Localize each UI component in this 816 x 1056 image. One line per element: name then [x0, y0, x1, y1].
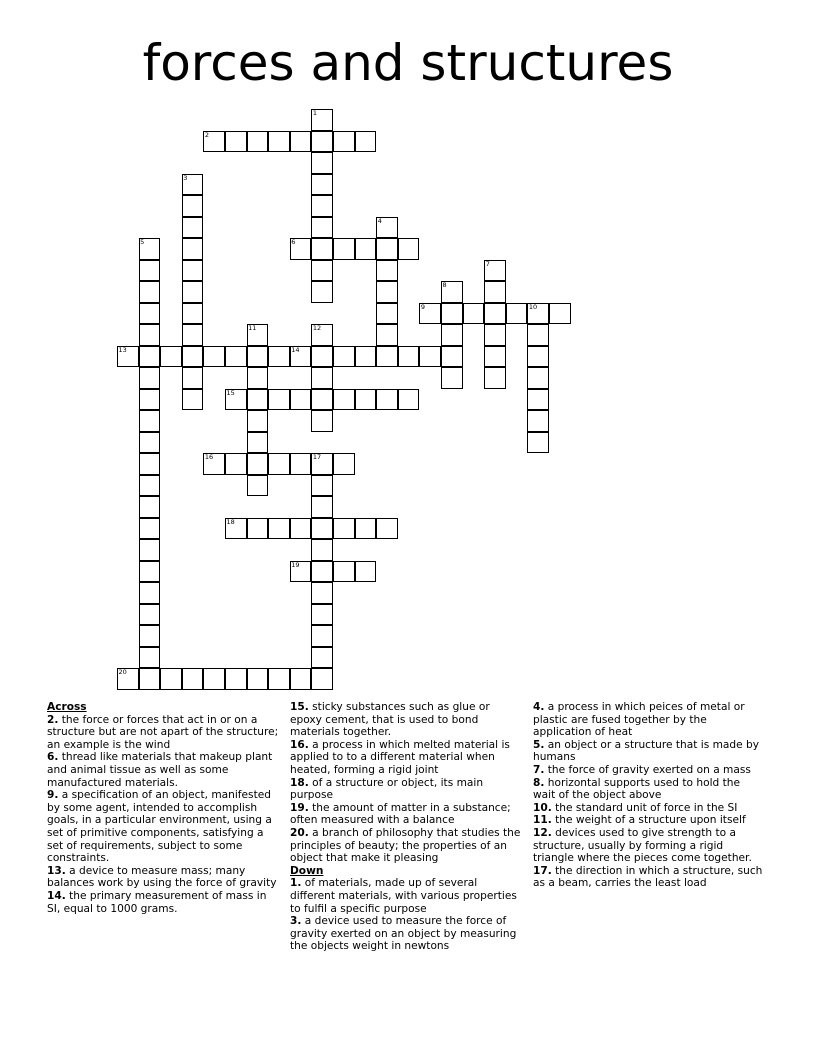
- grid-cell[interactable]: [290, 389, 312, 411]
- grid-cell[interactable]: [333, 346, 355, 368]
- grid-cell[interactable]: [333, 131, 355, 153]
- grid-cell[interactable]: [182, 281, 204, 303]
- grid-cell[interactable]: [203, 346, 225, 368]
- clue-number-label: 17.: [533, 864, 552, 877]
- grid-cell[interactable]: [182, 303, 204, 325]
- grid-cell[interactable]: [398, 346, 420, 368]
- clue-text: sticky substances such as glue or epoxy cement, that is used to bond materials together.: [290, 701, 490, 739]
- grid-cell[interactable]: [182, 389, 204, 411]
- grid-cell[interactable]: [311, 561, 333, 583]
- grid-cell[interactable]: [376, 260, 398, 282]
- clue-number: 3: [183, 173, 188, 182]
- clue: [47, 789, 279, 865]
- grid-cell[interactable]: [441, 324, 463, 346]
- clue: [47, 890, 279, 915]
- grid-cell[interactable]: [355, 518, 377, 540]
- clue-number-label: 7.: [533, 763, 545, 776]
- clue-number: 6: [291, 238, 296, 246]
- clue-text: horizontal supports used to hold the wait of the object above: [533, 776, 741, 802]
- clue-number: 19: [291, 560, 300, 569]
- clue-number-label: 15.: [290, 701, 309, 713]
- grid-cell[interactable]: [225, 668, 247, 690]
- clue: [533, 827, 765, 865]
- grid-cell[interactable]: [311, 668, 333, 690]
- grid-cell[interactable]: [333, 453, 355, 475]
- clue-text: the amount of matter in a substance; often measured with a balance: [290, 801, 511, 827]
- grid-cell[interactable]: [419, 346, 441, 368]
- grid-cell[interactable]: [247, 518, 269, 540]
- grid-cell[interactable]: [268, 668, 290, 690]
- grid-cell[interactable]: [376, 238, 398, 260]
- clue-number-label: 18.: [290, 776, 309, 789]
- grid-cell[interactable]: [247, 131, 269, 153]
- clue-text: the weight of a structure upon itself: [551, 814, 746, 827]
- clue: [533, 764, 765, 777]
- down-clue-list: [290, 877, 522, 953]
- grid-cell[interactable]: [333, 389, 355, 411]
- grid-cell[interactable]: [527, 346, 549, 368]
- grid-cell[interactable]: [311, 260, 333, 282]
- clues-column-3: [533, 701, 765, 890]
- grid-cell[interactable]: [376, 281, 398, 303]
- down-clue-list-continued: [533, 701, 765, 890]
- grid-cell[interactable]: [247, 367, 269, 389]
- clue-number-label: 9.: [47, 789, 59, 802]
- clue-number-label: 19.: [290, 801, 309, 814]
- grid-cell[interactable]: [311, 281, 333, 303]
- clue-text: an object or a structure that is made by humans: [533, 738, 759, 764]
- across-heading: Across: [47, 701, 87, 713]
- clue-number-label: 12.: [533, 826, 552, 839]
- clue-number: 16: [204, 453, 214, 461]
- grid-cell[interactable]: [311, 195, 333, 217]
- grid-cell[interactable]: [398, 389, 420, 411]
- grid-cell[interactable]: [139, 389, 161, 411]
- grid-cell[interactable]: [311, 625, 333, 647]
- grid-cell[interactable]: [398, 238, 420, 260]
- grid-cell[interactable]: [484, 346, 506, 368]
- clue-number: 1: [312, 109, 318, 117]
- clue: [290, 915, 522, 953]
- grid-cell[interactable]: [139, 582, 161, 604]
- clue-number: 12: [312, 324, 322, 332]
- clue: [533, 777, 765, 802]
- grid-cell[interactable]: [139, 496, 161, 518]
- grid-cell[interactable]: [182, 367, 204, 389]
- grid-cell[interactable]: [463, 303, 485, 325]
- grid-cell[interactable]: [376, 389, 398, 411]
- grid-cell[interactable]: [311, 410, 333, 432]
- grid-cell[interactable]: [290, 453, 312, 475]
- grid-cell[interactable]: [333, 238, 355, 260]
- grid-cell[interactable]: [139, 625, 161, 647]
- grid-cell[interactable]: [139, 453, 161, 475]
- grid-cell[interactable]: [311, 647, 333, 669]
- clue-number: 17: [312, 453, 322, 461]
- grid-cell[interactable]: [268, 453, 290, 475]
- grid-cell[interactable]: [247, 668, 269, 690]
- clue-text: a process in which peices of metal or plastic are fused together by the application of heat: [533, 701, 745, 739]
- grid-cell[interactable]: [182, 195, 204, 217]
- grid-cell[interactable]: [311, 475, 333, 497]
- grid-cell[interactable]: [311, 582, 333, 604]
- grid-cell[interactable]: [139, 604, 161, 626]
- clue-text: thread like materials that makeup plant and animal tissue as well as some manufactured materials.: [47, 751, 273, 789]
- grid-cell[interactable]: [311, 367, 333, 389]
- clue: [47, 751, 279, 789]
- grid-cell[interactable]: [139, 346, 161, 368]
- clue: [47, 865, 279, 890]
- clue-text: the standard unit of force in the SI: [551, 801, 738, 814]
- grid-cell[interactable]: [484, 324, 506, 346]
- grid-cell[interactable]: [225, 346, 247, 368]
- clue-number: 4: [377, 216, 382, 225]
- clue-number-label: 1.: [290, 877, 302, 890]
- grid-cell[interactable]: [139, 410, 161, 432]
- grid-cell[interactable]: [203, 668, 225, 690]
- clue-number: 8: [442, 281, 447, 289]
- grid-cell[interactable]: [376, 518, 398, 540]
- grid-cell[interactable]: [527, 367, 549, 389]
- clue-number: 20: [118, 668, 127, 676]
- grid-cell[interactable]: [160, 668, 182, 690]
- down-heading: Down: [290, 864, 324, 877]
- grid-cell[interactable]: [139, 432, 161, 454]
- grid-cell[interactable]: [182, 668, 204, 690]
- grid-cell[interactable]: [139, 303, 161, 325]
- grid-cell[interactable]: [139, 518, 161, 540]
- clue-number-label: 14.: [47, 889, 66, 902]
- grid-cell[interactable]: [441, 303, 463, 325]
- grid-cell[interactable]: [333, 561, 355, 583]
- grid-cell[interactable]: [247, 389, 269, 411]
- clue: [290, 701, 522, 739]
- clue-number: 14: [291, 345, 300, 354]
- clue-number-label: 2.: [47, 713, 59, 726]
- clue-text: the primary measurement of mass in SI, equal to 1000 grams.: [47, 889, 267, 915]
- clue: [290, 802, 522, 827]
- grid-cell[interactable]: [268, 131, 290, 153]
- grid-cell[interactable]: [355, 131, 377, 153]
- grid-cell[interactable]: [290, 518, 312, 540]
- grid-cell[interactable]: [247, 453, 269, 475]
- grid-cell[interactable]: [311, 346, 333, 368]
- grid-cell[interactable]: [355, 238, 377, 260]
- grid-cell[interactable]: [268, 389, 290, 411]
- grid-cell[interactable]: [139, 475, 161, 497]
- clue-text: devices used to give strength to a structure, usually by forming a rigid triangle where the pieces come together.: [533, 826, 752, 865]
- across-clue-list: [47, 714, 279, 916]
- clue: [290, 739, 522, 777]
- grid-cell[interactable]: [311, 604, 333, 626]
- clue-text: a specification of an object, manifested by some agent, intended to accomplish goals, in a particular environment, using a set of primitive components, satisfying a set of requirements, subject to some constraints.: [47, 789, 272, 865]
- clue-text: a device used to measure the force of gravity exerted on an object by measuring the objects weight in newtons: [290, 915, 517, 953]
- grid-cell[interactable]: [139, 668, 161, 690]
- page-title: forces and structures: [142, 34, 674, 92]
- clue-text: the force or forces that act in or on a structure but are not apart of the structure; an example is the wind: [47, 713, 279, 751]
- grid-cell[interactable]: [160, 346, 182, 368]
- clue-number: 2: [204, 130, 210, 139]
- grid-cell[interactable]: [139, 281, 161, 303]
- clue: [533, 802, 765, 815]
- grid-cell[interactable]: [247, 410, 269, 432]
- grid-cell[interactable]: [376, 346, 398, 368]
- clue-number: 18: [226, 517, 235, 526]
- grid-cell[interactable]: [247, 432, 269, 454]
- grid-cell[interactable]: [182, 346, 204, 368]
- clue: [533, 701, 765, 739]
- grid-cell[interactable]: [182, 324, 204, 346]
- clue-text: the direction in which a structure, such as a beam, carries the least load: [533, 864, 763, 890]
- grid-cell[interactable]: [225, 131, 247, 153]
- clue-number: 7: [485, 259, 490, 268]
- grid-cell[interactable]: [549, 303, 571, 325]
- clues-column-2: [290, 701, 522, 953]
- grid-cell[interactable]: [311, 539, 333, 561]
- grid-cell[interactable]: [441, 346, 463, 368]
- clue-text: the force of gravity exerted on a mass: [544, 763, 751, 776]
- grid-cell[interactable]: [182, 260, 204, 282]
- grid-cell[interactable]: [139, 260, 161, 282]
- clue: [290, 777, 522, 802]
- clue: [533, 739, 765, 764]
- clue-number-label: 3.: [290, 915, 302, 928]
- grid-cell[interactable]: [527, 432, 549, 454]
- grid-cell[interactable]: [290, 668, 312, 690]
- clue-number-label: 16.: [290, 738, 309, 751]
- clue-number-label: 10.: [533, 801, 552, 814]
- grid-cell[interactable]: [484, 281, 506, 303]
- clue-number: 9: [420, 302, 426, 311]
- grid-cell[interactable]: [247, 346, 269, 368]
- clue-number: 13: [118, 345, 127, 354]
- clue: [533, 814, 765, 827]
- grid-cell[interactable]: [311, 174, 333, 196]
- grid-cell[interactable]: [182, 238, 204, 260]
- grid-cell[interactable]: [311, 152, 333, 174]
- grid-cell[interactable]: [311, 131, 333, 153]
- grid-cell[interactable]: [376, 324, 398, 346]
- clue-number-label: 8.: [533, 776, 545, 789]
- grid-cell[interactable]: [333, 518, 355, 540]
- clue-number: 11: [248, 324, 257, 332]
- clue-number-label: 4.: [533, 701, 545, 713]
- grid-cell[interactable]: [139, 367, 161, 389]
- clue-text: of a structure or object, its main purpose: [290, 776, 484, 802]
- clue: [290, 827, 522, 865]
- clue-number-label: 6.: [47, 751, 59, 764]
- grid-cell[interactable]: [268, 518, 290, 540]
- clue-number-label: 20.: [290, 826, 309, 839]
- grid-cell[interactable]: [139, 561, 161, 583]
- grid-cell[interactable]: [311, 518, 333, 540]
- grid-cell[interactable]: [311, 389, 333, 411]
- grid-cell[interactable]: [527, 410, 549, 432]
- grid-cell[interactable]: [268, 346, 290, 368]
- clue-number-label: 13.: [47, 864, 66, 877]
- grid-cell[interactable]: [355, 389, 377, 411]
- grid-cell[interactable]: [182, 217, 204, 239]
- clue-text: a process in which melted material is applied to to a different material when heated, forming a rigid joint: [290, 738, 510, 776]
- grid-cell[interactable]: [506, 303, 528, 325]
- grid-cell[interactable]: [484, 303, 506, 325]
- grid-cell[interactable]: [527, 389, 549, 411]
- grid-cell[interactable]: [441, 367, 463, 389]
- clue-text: of materials, made up of several different materials, with various properties to fulfil a specific purpose: [290, 877, 517, 915]
- clue: [533, 865, 765, 890]
- grid-cell[interactable]: [290, 131, 312, 153]
- grid-cell[interactable]: [247, 475, 269, 497]
- grid-cell[interactable]: [139, 324, 161, 346]
- clue-number-label: 5.: [533, 738, 545, 751]
- grid-cell[interactable]: [139, 647, 161, 669]
- clue-number: 5: [140, 238, 145, 246]
- clue-number: 15: [226, 388, 235, 397]
- grid-cell[interactable]: [311, 238, 333, 260]
- across-clue-list-continued: [290, 701, 522, 865]
- clue-number: 10: [528, 302, 538, 311]
- clue: [290, 877, 522, 915]
- grid-cell[interactable]: [225, 453, 247, 475]
- grid-cell[interactable]: [527, 324, 549, 346]
- clue-text: a branch of philosophy that studies the principles of beauty; the properties of an object that make it pleasing: [290, 826, 521, 865]
- grid-cell[interactable]: [484, 367, 506, 389]
- clue: [47, 714, 279, 752]
- clue-number-label: 11.: [533, 814, 552, 827]
- grid-cell[interactable]: [139, 539, 161, 561]
- grid-cell[interactable]: [311, 217, 333, 239]
- grid-cell[interactable]: [355, 561, 377, 583]
- grid-cell[interactable]: [376, 303, 398, 325]
- grid-cell[interactable]: [311, 496, 333, 518]
- clue-text: a device to measure mass; many balances work by using the force of gravity: [47, 864, 277, 890]
- grid-cell[interactable]: [355, 346, 377, 368]
- clues-column-1: [47, 701, 279, 915]
